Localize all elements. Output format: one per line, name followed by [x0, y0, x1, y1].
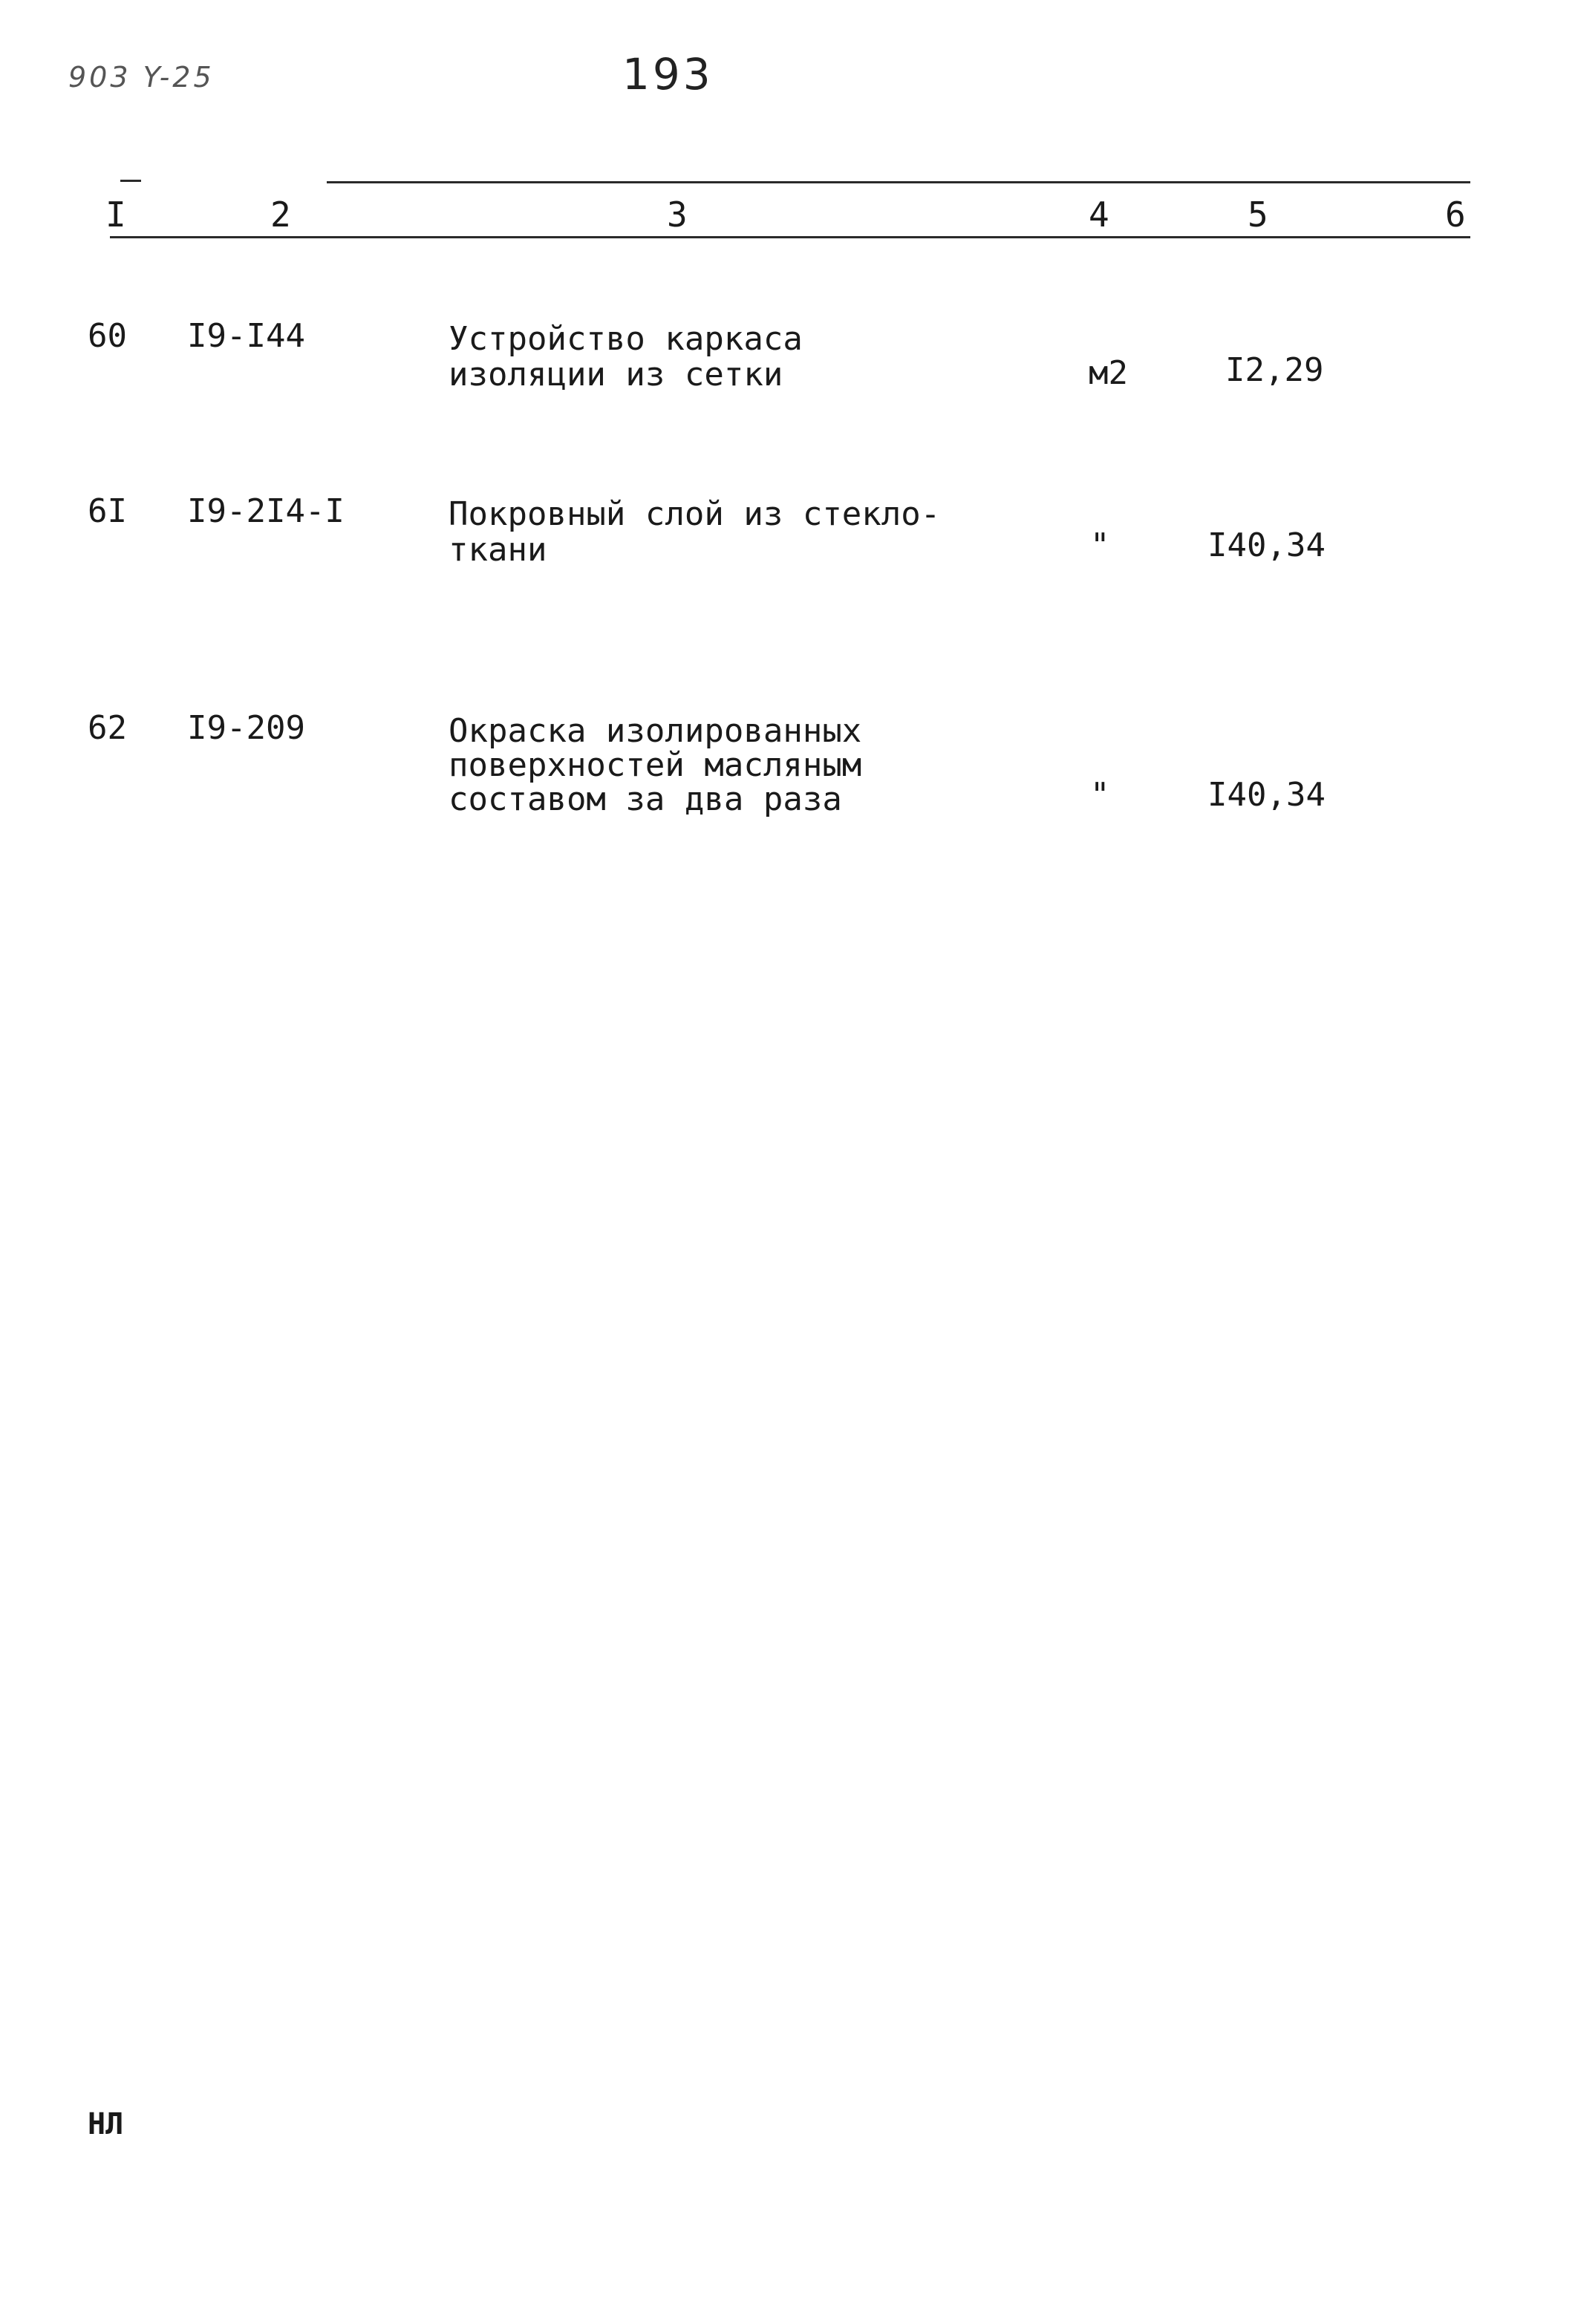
footer-mark: НЛ — [88, 2107, 124, 2141]
row-unit: " — [1090, 776, 1110, 814]
row-quantity: I40,34 — [1207, 526, 1326, 564]
header-top-rule-stub — [120, 180, 141, 182]
row-description-line: изоляции из сетки — [449, 356, 783, 394]
row-code: I9-2I4-I — [187, 492, 345, 530]
header-top-rule — [327, 181, 1470, 183]
row-quantity: I40,34 — [1207, 776, 1326, 814]
header-bottom-rule — [110, 236, 1470, 238]
row-code: I9-209 — [187, 709, 305, 747]
column-header-6: 6 — [1445, 195, 1466, 235]
row-unit: " — [1090, 526, 1110, 564]
row-description-line: Покровный слой из стекло- — [449, 495, 941, 533]
column-header-4: 4 — [1089, 195, 1109, 235]
column-header-2: 2 — [270, 195, 291, 235]
row-quantity: I2,29 — [1225, 351, 1324, 389]
row-description-line: Окраска изолированных — [449, 712, 862, 750]
row-number: 6I — [88, 492, 127, 530]
row-description-line: составом за два раза — [449, 780, 842, 818]
row-description-line: Устройство каркаса — [449, 320, 803, 358]
column-header-3: 3 — [667, 195, 688, 235]
column-header-1: I — [105, 195, 126, 235]
row-number: 60 — [88, 317, 127, 355]
column-header-5: 5 — [1248, 195, 1268, 235]
page-number: 193 — [622, 49, 714, 99]
row-code: I9-I44 — [187, 317, 305, 355]
handwritten-reference: 903 Y-25 — [68, 61, 215, 94]
row-description-line: поверхностей масляным — [449, 746, 862, 784]
row-unit: м2 — [1089, 354, 1128, 392]
row-description-line: ткани — [449, 531, 547, 569]
row-number: 62 — [88, 709, 127, 747]
